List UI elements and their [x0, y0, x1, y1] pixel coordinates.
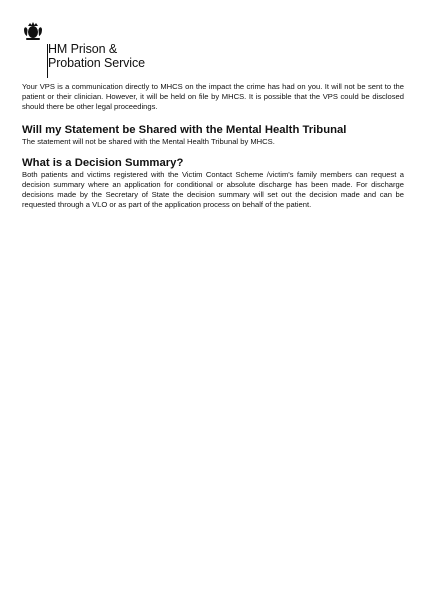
- hmpps-logo: [22, 20, 162, 82]
- royal-crest-icon: [22, 20, 44, 42]
- document-body: [22, 82, 404, 210]
- logo-wordmark: [48, 42, 145, 70]
- decision-summary-heading: What is a Decision Summary?: [22, 157, 184, 169]
- logo-line-1: HM Prison &: [48, 42, 118, 56]
- vps-paragraph: Your VPS is a communication directly to MHCS on the impact the crime has had on you. It will not be sent to the patient or their clinician. However, it will be held on file by MHCS. It is possible that the VPS could be disclosed should there be other legal proceedings.: [22, 82, 404, 111]
- tribunal-heading: Will my Statement be Shared with the Mental Health Tribunal: [22, 124, 347, 136]
- decision-summary-paragraph: Both patients and victims registered with the Victim Contact Scheme /victim's family members can request a decision summary where an application for conditional or absolute discharge has been made. For discharge decisions made by the Secretary of State the decision summary will set out the decision made and can be requested through a VLO or as part of the application process on behalf of the patient.: [22, 170, 404, 209]
- tribunal-paragraph: The statement will not be shared with the Mental Health Tribunal by MHCS.: [22, 137, 275, 146]
- logo-line-2: Probation Service: [48, 56, 145, 70]
